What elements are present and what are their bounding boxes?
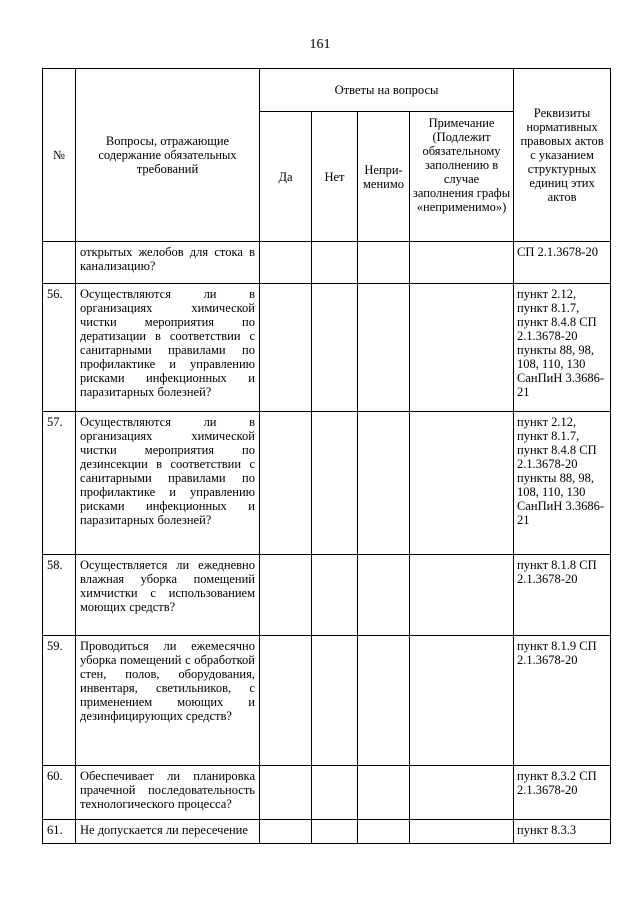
answer-note-cell[interactable] (410, 636, 514, 766)
answer-yes-cell[interactable] (260, 820, 312, 844)
requirements-table (42, 68, 611, 844)
answer-not-applicable-cell[interactable] (358, 766, 410, 820)
answer-not-applicable-cell[interactable] (358, 412, 410, 555)
row-reference: СП 2.1.3678-20 (514, 242, 611, 284)
row-reference: пункт 8.3.3 (514, 820, 611, 844)
table-row (43, 820, 611, 844)
header-requisites: Реквизиты нормативных правовых актов с указанием структурных единиц этих актов (514, 69, 611, 242)
table-row (43, 284, 611, 412)
answer-yes-cell[interactable] (260, 555, 312, 636)
answer-yes-cell[interactable] (260, 412, 312, 555)
row-number: 57. (43, 412, 76, 555)
row-number: 59. (43, 636, 76, 766)
row-reference: пункт 2.12, пункт 8.1.7, пункт 8.4.8 СП 2.1.3678-20 пункты 88, 98, 108, 110, 130 СанПиН 3.3686-21 (514, 412, 611, 555)
table-row (43, 766, 611, 820)
header-answers: Ответы на вопросы (260, 69, 514, 112)
row-number: 61. (43, 820, 76, 844)
row-question: Осуществляется ли ежедневно влажная уборка помещений химчистки с использованием моющих средств? (76, 555, 260, 636)
answer-no-cell[interactable] (312, 766, 358, 820)
row-reference: пункт 8.1.9 СП 2.1.3678-20 (514, 636, 611, 766)
answer-no-cell[interactable] (312, 242, 358, 284)
header-no: Нет (312, 112, 358, 242)
answer-note-cell[interactable] (410, 766, 514, 820)
answer-not-applicable-cell[interactable] (358, 242, 410, 284)
row-question: открытых желобов для стока в канализацию? (76, 242, 260, 284)
row-question: Проводиться ли ежемесячно уборка помещений с обработкой стен, полов, оборудования, инвентаря, светильников, с применением моющих и дезинфицирующих средств? (76, 636, 260, 766)
answer-yes-cell[interactable] (260, 284, 312, 412)
answer-yes-cell[interactable] (260, 242, 312, 284)
header-note: Примечание (Подлежит обязательному заполнению в случае заполнения графы «неприменимо») (410, 112, 514, 242)
answer-not-applicable-cell[interactable] (358, 636, 410, 766)
header-yes: Да (260, 112, 312, 242)
row-number: 56. (43, 284, 76, 412)
table-row (43, 242, 611, 284)
row-number: 58. (43, 555, 76, 636)
row-question: Не допускается ли пересечение (76, 820, 260, 844)
row-reference: пункт 2.12, пункт 8.1.7, пункт 8.4.8 СП 2.1.3678-20 пункты 88, 98, 108, 110, 130 СанПиН 3.3686-21 (514, 284, 611, 412)
header-questions: Вопросы, отражающие содержание обязательных требований (76, 69, 260, 242)
answer-note-cell[interactable] (410, 820, 514, 844)
answer-not-applicable-cell[interactable] (358, 820, 410, 844)
header-not-applicable: Непри-менимо (358, 112, 410, 242)
header-num: № (43, 69, 76, 242)
table-row (43, 636, 611, 766)
answer-no-cell[interactable] (312, 555, 358, 636)
answer-yes-cell[interactable] (260, 766, 312, 820)
answer-note-cell[interactable] (410, 555, 514, 636)
answer-not-applicable-cell[interactable] (358, 555, 410, 636)
table-row (43, 555, 611, 636)
answer-no-cell[interactable] (312, 820, 358, 844)
answer-yes-cell[interactable] (260, 636, 312, 766)
row-number (43, 242, 76, 284)
row-question: Обеспечивает ли планировка прачечной последовательность технологического процесса? (76, 766, 260, 820)
answer-not-applicable-cell[interactable] (358, 284, 410, 412)
row-question: Осуществляются ли в организациях химической чистки мероприятия по дератизации в соответствии с санитарными правилами по профилактике и управлению рисками инфекционных и паразитарных болезней? (76, 284, 260, 412)
page-number: 161 (309, 37, 331, 52)
row-question: Осуществляются ли в организациях химической чистки мероприятия по дезинсекции в соответствии с санитарными правилами по профилактике и управлению рисками инфекционных и паразитарных болезней? (76, 412, 260, 555)
answer-no-cell[interactable] (312, 636, 358, 766)
row-number: 60. (43, 766, 76, 820)
answer-note-cell[interactable] (410, 412, 514, 555)
answer-no-cell[interactable] (312, 284, 358, 412)
table-row (43, 412, 611, 555)
answer-note-cell[interactable] (410, 242, 514, 284)
row-reference: пункт 8.3.2 СП 2.1.3678-20 (514, 766, 611, 820)
answer-no-cell[interactable] (312, 412, 358, 555)
answer-note-cell[interactable] (410, 284, 514, 412)
row-reference: пункт 8.1.8 СП 2.1.3678-20 (514, 555, 611, 636)
